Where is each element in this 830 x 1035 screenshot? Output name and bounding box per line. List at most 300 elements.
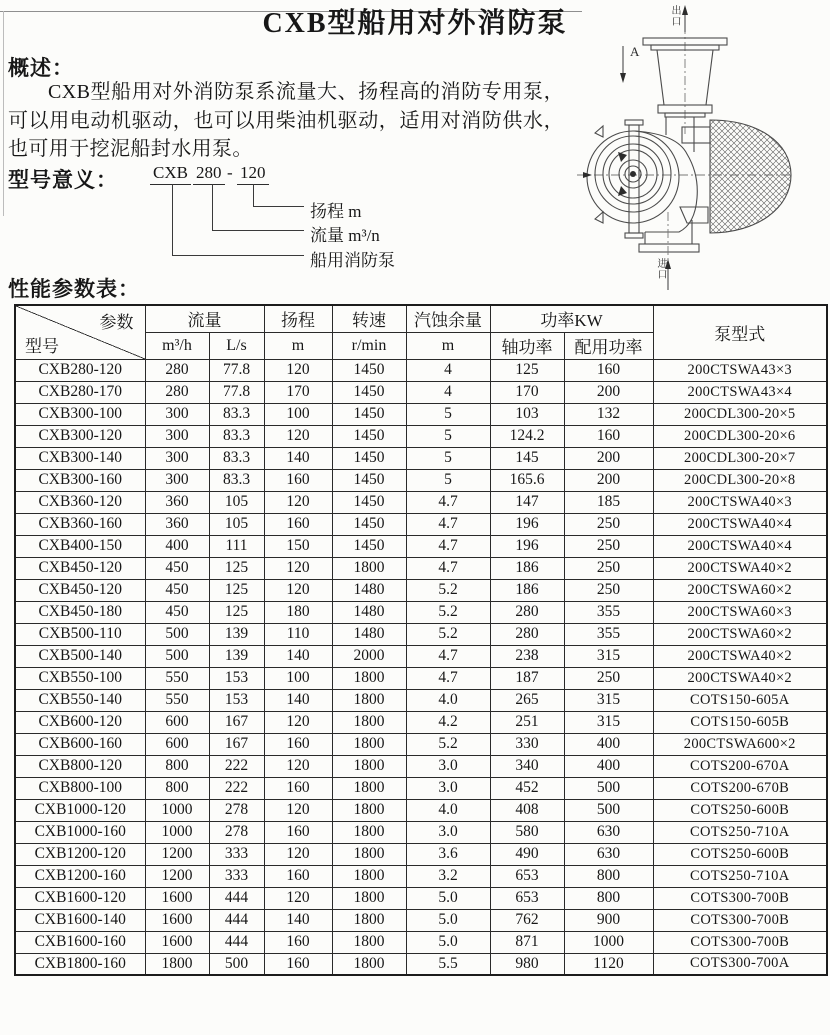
flow-m3h-cell: 360 bbox=[145, 513, 209, 535]
rated-power-cell: 315 bbox=[564, 645, 653, 667]
head-group-header: 扬程 bbox=[264, 305, 332, 332]
flow-ls-cell: 139 bbox=[209, 645, 264, 667]
table-row bbox=[15, 843, 827, 865]
table-row bbox=[15, 733, 827, 755]
model-cell: CXB600-120 bbox=[15, 711, 145, 733]
head-cell: 140 bbox=[264, 645, 332, 667]
flow-ls-cell: 278 bbox=[209, 799, 264, 821]
flow-m3h-cell: 500 bbox=[145, 645, 209, 667]
pump-type-header: 泵型式 bbox=[653, 305, 827, 359]
pump-type-cell: 200CTSWA40×2 bbox=[653, 667, 827, 689]
speed-cell: 1480 bbox=[332, 601, 406, 623]
speed-cell: 1800 bbox=[332, 887, 406, 909]
shaft-power-cell: 165.6 bbox=[490, 469, 564, 491]
npsh-cell: 5 bbox=[406, 469, 490, 491]
flow-m3h-cell: 400 bbox=[145, 535, 209, 557]
flow-m3h-cell: 550 bbox=[145, 689, 209, 711]
rated-power-cell: 160 bbox=[564, 359, 653, 381]
performance-table bbox=[14, 304, 828, 976]
pump-type-cell: COTS200-670B bbox=[653, 777, 827, 799]
npsh-unit-header: m bbox=[406, 332, 490, 359]
pump-type-cell: COTS150-605B bbox=[653, 711, 827, 733]
rated-power-cell: 400 bbox=[564, 733, 653, 755]
model-cell: CXB280-170 bbox=[15, 381, 145, 403]
speed-cell: 1800 bbox=[332, 953, 406, 975]
shaft-power-cell: 186 bbox=[490, 579, 564, 601]
npsh-cell: 4.7 bbox=[406, 667, 490, 689]
speed-cell: 1800 bbox=[332, 931, 406, 953]
speed-cell: 1480 bbox=[332, 579, 406, 601]
model-cell: CXB300-100 bbox=[15, 403, 145, 425]
pump-type-cell: 200CTSWA43×4 bbox=[653, 381, 827, 403]
pump-type-cell: 200CDL300-20×8 bbox=[653, 469, 827, 491]
table-row bbox=[15, 535, 827, 557]
speed-cell: 1450 bbox=[332, 403, 406, 425]
model-meaning-heading: 型号意义： bbox=[8, 168, 118, 192]
rated-power-cell: 185 bbox=[564, 491, 653, 513]
model-cell: CXB450-120 bbox=[15, 557, 145, 579]
flow-m3h-cell: 1000 bbox=[145, 799, 209, 821]
npsh-group-header: 汽蚀余量 bbox=[406, 305, 490, 332]
flow-ls-cell: 105 bbox=[209, 491, 264, 513]
speed-cell: 1800 bbox=[332, 689, 406, 711]
speed-cell: 1450 bbox=[332, 447, 406, 469]
rated-power-cell: 800 bbox=[564, 865, 653, 887]
rated-power-header: 配用功率 bbox=[564, 332, 653, 359]
shaft-power-cell: 145 bbox=[490, 447, 564, 469]
speed-cell: 1800 bbox=[332, 777, 406, 799]
head-unit-header: m bbox=[264, 332, 332, 359]
shaft-power-cell: 186 bbox=[490, 557, 564, 579]
flow-m3h-cell: 300 bbox=[145, 425, 209, 447]
speed-cell: 1800 bbox=[332, 843, 406, 865]
flow-ls-cell: 222 bbox=[209, 777, 264, 799]
flow-ls-cell: 77.8 bbox=[209, 381, 264, 403]
flow-ls-cell: 153 bbox=[209, 667, 264, 689]
head-cell: 120 bbox=[264, 579, 332, 601]
flow-m3h-cell: 300 bbox=[145, 469, 209, 491]
flow-m3h-cell: 800 bbox=[145, 755, 209, 777]
pump-type-cell: COTS300-700B bbox=[653, 931, 827, 953]
shaft-power-cell: 340 bbox=[490, 755, 564, 777]
speed-cell: 2000 bbox=[332, 645, 406, 667]
speed-cell: 1800 bbox=[332, 799, 406, 821]
flow-group-header: 流量 bbox=[145, 305, 264, 332]
flow-ls-unit-header: L/s bbox=[209, 332, 264, 359]
corner-param-label: 参数 bbox=[99, 313, 134, 332]
head-cell: 120 bbox=[264, 799, 332, 821]
model-cell: CXB360-120 bbox=[15, 491, 145, 513]
flow-ls-cell: 83.3 bbox=[209, 425, 264, 447]
pump-type-cell: 200CDL300-20×5 bbox=[653, 403, 827, 425]
table-row bbox=[15, 821, 827, 843]
pump-type-label: 船用消防泵 bbox=[310, 251, 395, 270]
npsh-cell: 4 bbox=[406, 381, 490, 403]
pump-type-cell: 200CTSWA60×2 bbox=[653, 579, 827, 601]
shaft-power-cell: 330 bbox=[490, 733, 564, 755]
corner-header-cell bbox=[15, 305, 145, 359]
flow-ls-cell: 222 bbox=[209, 755, 264, 777]
flow-m3h-cell: 600 bbox=[145, 733, 209, 755]
speed-cell: 1800 bbox=[332, 557, 406, 579]
head-cell: 100 bbox=[264, 403, 332, 425]
flow-m3h-cell: 450 bbox=[145, 601, 209, 623]
flow-ls-cell: 333 bbox=[209, 865, 264, 887]
model-cell: CXB360-160 bbox=[15, 513, 145, 535]
npsh-cell: 3.2 bbox=[406, 865, 490, 887]
flow-ls-cell: 125 bbox=[209, 601, 264, 623]
pump-technical-drawing bbox=[575, 2, 827, 300]
flow-ls-cell: 278 bbox=[209, 821, 264, 843]
table-row bbox=[15, 447, 827, 469]
npsh-cell: 4.7 bbox=[406, 535, 490, 557]
npsh-cell: 4.7 bbox=[406, 513, 490, 535]
head-cell: 110 bbox=[264, 623, 332, 645]
flow-ls-cell: 139 bbox=[209, 623, 264, 645]
pump-type-cell: COTS300-700A bbox=[653, 953, 827, 975]
npsh-cell: 3.0 bbox=[406, 755, 490, 777]
scan-left-rule bbox=[3, 11, 4, 216]
rated-power-cell: 500 bbox=[564, 799, 653, 821]
flow-ls-cell: 333 bbox=[209, 843, 264, 865]
flow-ls-cell: 111 bbox=[209, 535, 264, 557]
speed-cell: 1800 bbox=[332, 909, 406, 931]
pump-type-cell: COTS200-670A bbox=[653, 755, 827, 777]
shaft-power-cell: 762 bbox=[490, 909, 564, 931]
shaft-power-cell: 124.2 bbox=[490, 425, 564, 447]
speed-cell: 1450 bbox=[332, 359, 406, 381]
table-row bbox=[15, 513, 827, 535]
model-cell: CXB800-100 bbox=[15, 777, 145, 799]
head-cell: 160 bbox=[264, 733, 332, 755]
flow-ls-cell: 83.3 bbox=[209, 447, 264, 469]
npsh-cell: 3.0 bbox=[406, 777, 490, 799]
pump-type-cell: 200CTSWA40×2 bbox=[653, 557, 827, 579]
model-cell: CXB1200-120 bbox=[15, 843, 145, 865]
model-prefix: CXB bbox=[150, 163, 191, 185]
pump-type-cell: 200CDL300-20×6 bbox=[653, 425, 827, 447]
model-cell: CXB550-140 bbox=[15, 689, 145, 711]
shaft-power-cell: 147 bbox=[490, 491, 564, 513]
model-cell: CXB450-120 bbox=[15, 579, 145, 601]
shaft-power-cell: 580 bbox=[490, 821, 564, 843]
flow-m3h-cell: 280 bbox=[145, 359, 209, 381]
page-title: CXB型船用对外消防泵 bbox=[262, 8, 568, 39]
rated-power-cell: 200 bbox=[564, 447, 653, 469]
flow-ls-cell: 83.3 bbox=[209, 469, 264, 491]
npsh-cell: 5.2 bbox=[406, 601, 490, 623]
head-cell: 160 bbox=[264, 821, 332, 843]
rated-power-cell: 630 bbox=[564, 821, 653, 843]
head-cell: 120 bbox=[264, 359, 332, 381]
flow-ls-cell: 444 bbox=[209, 931, 264, 953]
speed-cell: 1800 bbox=[332, 821, 406, 843]
pump-type-cell: COTS250-600B bbox=[653, 843, 827, 865]
shaft-power-cell: 871 bbox=[490, 931, 564, 953]
callout-line bbox=[172, 255, 304, 256]
table-row bbox=[15, 359, 827, 381]
flow-m3h-cell: 1600 bbox=[145, 887, 209, 909]
flow-m3h-cell: 300 bbox=[145, 403, 209, 425]
head-cell: 150 bbox=[264, 535, 332, 557]
head-cell: 160 bbox=[264, 953, 332, 975]
power-group-header: 功率KW bbox=[490, 305, 653, 332]
outlet-arrow-icon bbox=[682, 5, 688, 32]
rated-power-cell: 400 bbox=[564, 755, 653, 777]
table-row bbox=[15, 557, 827, 579]
model-cell: CXB1600-160 bbox=[15, 931, 145, 953]
shaft-power-cell: 238 bbox=[490, 645, 564, 667]
shaft-power-cell: 103 bbox=[490, 403, 564, 425]
callout-line bbox=[172, 184, 173, 256]
model-cell: CXB450-180 bbox=[15, 601, 145, 623]
head-cell: 160 bbox=[264, 469, 332, 491]
table-row bbox=[15, 381, 827, 403]
model-cell: CXB1000-160 bbox=[15, 821, 145, 843]
rated-power-cell: 250 bbox=[564, 579, 653, 601]
pump-type-cell: COTS300-700B bbox=[653, 909, 827, 931]
callout-line bbox=[212, 184, 213, 231]
overview-heading: 概述： bbox=[8, 56, 74, 80]
flow-m3h-cell: 1200 bbox=[145, 865, 209, 887]
pump-type-cell: COTS250-710A bbox=[653, 865, 827, 887]
head-cell: 120 bbox=[264, 755, 332, 777]
rated-power-cell: 800 bbox=[564, 887, 653, 909]
pump-type-cell: 200CTSWA40×3 bbox=[653, 491, 827, 513]
overview-paragraph: CXB型船用对外消防泵系流量大、扬程高的消防专用泵，可以用电动机驱动，也可以用柴油机驱动，适用对消防供水，也可用于挖泥船封水用泵。 bbox=[8, 81, 564, 160]
flow-ls-cell: 153 bbox=[209, 689, 264, 711]
head-cell: 140 bbox=[264, 689, 332, 711]
rated-power-cell: 160 bbox=[564, 425, 653, 447]
flow-m3h-cell: 1000 bbox=[145, 821, 209, 843]
speed-cell: 1800 bbox=[332, 711, 406, 733]
pump-type-cell: 200CTSWA40×2 bbox=[653, 645, 827, 667]
motor-section-hatch bbox=[710, 120, 791, 233]
npsh-cell: 4.7 bbox=[406, 491, 490, 513]
head-cell: 140 bbox=[264, 909, 332, 931]
shaft-power-cell: 196 bbox=[490, 513, 564, 535]
head-cell: 160 bbox=[264, 777, 332, 799]
speed-cell: 1480 bbox=[332, 623, 406, 645]
flow-ls-cell: 105 bbox=[209, 513, 264, 535]
npsh-cell: 3.6 bbox=[406, 843, 490, 865]
flow-m3h-unit-header: m³/h bbox=[145, 332, 209, 359]
shaft-power-cell: 196 bbox=[490, 535, 564, 557]
model-cell: CXB1600-140 bbox=[15, 909, 145, 931]
table-row bbox=[15, 601, 827, 623]
flow-ls-cell: 125 bbox=[209, 557, 264, 579]
rated-power-cell: 900 bbox=[564, 909, 653, 931]
callout-line bbox=[253, 206, 304, 207]
head-cell: 160 bbox=[264, 931, 332, 953]
model-cell: CXB500-140 bbox=[15, 645, 145, 667]
table-row bbox=[15, 953, 827, 975]
flow-ls-cell: 83.3 bbox=[209, 403, 264, 425]
pump-type-cell: 200CDL300-20×7 bbox=[653, 447, 827, 469]
table-row bbox=[15, 711, 827, 733]
flow-m3h-cell: 450 bbox=[145, 557, 209, 579]
npsh-cell: 5.0 bbox=[406, 909, 490, 931]
view-a-text-label: A bbox=[630, 44, 640, 59]
speed-cell: 1450 bbox=[332, 425, 406, 447]
npsh-cell: 4.0 bbox=[406, 799, 490, 821]
pump-type-cell: 200CTSWA43×3 bbox=[653, 359, 827, 381]
head-cell: 160 bbox=[264, 865, 332, 887]
model-cell: CXB600-160 bbox=[15, 733, 145, 755]
npsh-cell: 4.2 bbox=[406, 711, 490, 733]
flow-m3h-cell: 500 bbox=[145, 623, 209, 645]
table-row bbox=[15, 425, 827, 447]
speed-cell: 1800 bbox=[332, 865, 406, 887]
head-cell: 140 bbox=[264, 447, 332, 469]
speed-cell: 1450 bbox=[332, 381, 406, 403]
flow-ls-cell: 167 bbox=[209, 733, 264, 755]
rated-power-cell: 500 bbox=[564, 777, 653, 799]
head-cell: 160 bbox=[264, 513, 332, 535]
npsh-cell: 4.7 bbox=[406, 557, 490, 579]
flow-ls-cell: 500 bbox=[209, 953, 264, 975]
head-label: 扬程 m bbox=[310, 202, 362, 221]
head-cell: 120 bbox=[264, 425, 332, 447]
shaft-power-cell: 251 bbox=[490, 711, 564, 733]
pump-drawing-svg bbox=[575, 2, 827, 300]
flow-m3h-cell: 550 bbox=[145, 667, 209, 689]
inlet-flange bbox=[639, 220, 699, 252]
flow-m3h-cell: 1600 bbox=[145, 931, 209, 953]
table-row bbox=[15, 909, 827, 931]
speed-cell: 1450 bbox=[332, 535, 406, 557]
table-row bbox=[15, 579, 827, 601]
inlet-text-label: 进口 bbox=[655, 258, 666, 280]
speed-group-header: 转速 bbox=[332, 305, 406, 332]
flow-m3h-cell: 300 bbox=[145, 447, 209, 469]
pump-type-cell: 200CTSWA600×2 bbox=[653, 733, 827, 755]
flow-ls-cell: 167 bbox=[209, 711, 264, 733]
rated-power-cell: 1120 bbox=[564, 953, 653, 975]
speed-cell: 1450 bbox=[332, 469, 406, 491]
head-cell: 100 bbox=[264, 667, 332, 689]
rated-power-cell: 250 bbox=[564, 513, 653, 535]
npsh-cell: 5.5 bbox=[406, 953, 490, 975]
npsh-cell: 5.2 bbox=[406, 579, 490, 601]
table-row bbox=[15, 645, 827, 667]
flow-m3h-cell: 1600 bbox=[145, 909, 209, 931]
rated-power-cell: 250 bbox=[564, 667, 653, 689]
shaft-power-cell: 980 bbox=[490, 953, 564, 975]
shaft-power-cell: 125 bbox=[490, 359, 564, 381]
table-row bbox=[15, 777, 827, 799]
shaft-power-cell: 280 bbox=[490, 601, 564, 623]
flow-m3h-cell: 1800 bbox=[145, 953, 209, 975]
shaft-power-cell: 170 bbox=[490, 381, 564, 403]
flow-ls-cell: 444 bbox=[209, 887, 264, 909]
model-separator: - bbox=[227, 163, 233, 182]
flow-m3h-cell: 360 bbox=[145, 491, 209, 513]
rated-power-cell: 200 bbox=[564, 381, 653, 403]
model-head-value: 120 bbox=[237, 163, 269, 185]
shaft-power-cell: 265 bbox=[490, 689, 564, 711]
rated-power-cell: 355 bbox=[564, 601, 653, 623]
model-cell: CXB1200-160 bbox=[15, 865, 145, 887]
outlet-text-label: 出口 bbox=[669, 5, 680, 27]
speed-cell: 1800 bbox=[332, 667, 406, 689]
head-cell: 120 bbox=[264, 711, 332, 733]
shaft-power-cell: 280 bbox=[490, 623, 564, 645]
head-cell: 120 bbox=[264, 843, 332, 865]
npsh-cell: 4.0 bbox=[406, 689, 490, 711]
pump-type-cell: COTS250-600B bbox=[653, 799, 827, 821]
head-cell: 180 bbox=[264, 601, 332, 623]
model-cell: CXB800-120 bbox=[15, 755, 145, 777]
table-heading: 性能参数表： bbox=[8, 277, 140, 301]
model-code-diagram bbox=[148, 163, 463, 271]
model-cell: CXB400-150 bbox=[15, 535, 145, 557]
pump-type-cell: 200CTSWA40×4 bbox=[653, 513, 827, 535]
pump-type-cell: 200CTSWA60×2 bbox=[653, 623, 827, 645]
npsh-cell: 5 bbox=[406, 425, 490, 447]
shaft-power-cell: 653 bbox=[490, 865, 564, 887]
shaft-power-cell: 408 bbox=[490, 799, 564, 821]
npsh-cell: 5.2 bbox=[406, 623, 490, 645]
npsh-cell: 5 bbox=[406, 447, 490, 469]
table-row bbox=[15, 865, 827, 887]
head-cell: 120 bbox=[264, 557, 332, 579]
shaft-power-cell: 187 bbox=[490, 667, 564, 689]
speed-cell: 1450 bbox=[332, 513, 406, 535]
rated-power-cell: 132 bbox=[564, 403, 653, 425]
speed-cell: 1800 bbox=[332, 755, 406, 777]
impeller-circles bbox=[583, 136, 671, 212]
head-cell: 170 bbox=[264, 381, 332, 403]
npsh-cell: 5.0 bbox=[406, 931, 490, 953]
npsh-cell: 5.0 bbox=[406, 887, 490, 909]
speed-unit-header: r/min bbox=[332, 332, 406, 359]
flow-m3h-cell: 800 bbox=[145, 777, 209, 799]
npsh-cell: 5.2 bbox=[406, 733, 490, 755]
model-flow-value: 280 bbox=[193, 163, 225, 185]
table-row bbox=[15, 667, 827, 689]
table-row bbox=[15, 689, 827, 711]
flow-m3h-cell: 600 bbox=[145, 711, 209, 733]
model-cell: CXB1800-160 bbox=[15, 953, 145, 975]
rated-power-cell: 1000 bbox=[564, 931, 653, 953]
table-row bbox=[15, 887, 827, 909]
rated-power-cell: 250 bbox=[564, 535, 653, 557]
flow-ls-cell: 77.8 bbox=[209, 359, 264, 381]
shaft-power-cell: 653 bbox=[490, 887, 564, 909]
table-row bbox=[15, 491, 827, 513]
pump-type-cell: 200CTSWA40×4 bbox=[653, 535, 827, 557]
table-row bbox=[15, 469, 827, 491]
table-row bbox=[15, 799, 827, 821]
model-cell: CXB300-120 bbox=[15, 425, 145, 447]
flow-label: 流量 m³/n bbox=[310, 226, 380, 245]
rated-power-cell: 630 bbox=[564, 843, 653, 865]
rated-power-cell: 355 bbox=[564, 623, 653, 645]
npsh-cell: 3.0 bbox=[406, 821, 490, 843]
flow-m3h-cell: 1200 bbox=[145, 843, 209, 865]
shaft-power-cell: 490 bbox=[490, 843, 564, 865]
table-row bbox=[15, 403, 827, 425]
table-row bbox=[15, 623, 827, 645]
table-row bbox=[15, 755, 827, 777]
head-cell: 120 bbox=[264, 491, 332, 513]
speed-cell: 1800 bbox=[332, 733, 406, 755]
view-a-arrow-icon bbox=[620, 46, 626, 83]
npsh-cell: 5 bbox=[406, 403, 490, 425]
speed-cell: 1450 bbox=[332, 491, 406, 513]
flow-m3h-cell: 450 bbox=[145, 579, 209, 601]
